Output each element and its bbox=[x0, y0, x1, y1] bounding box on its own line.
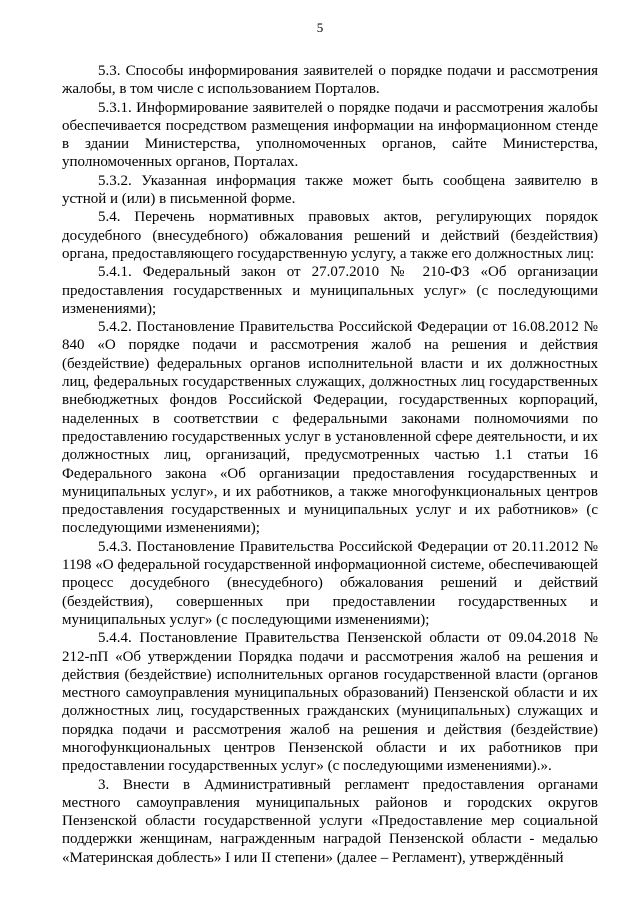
paragraph-5-4: 5.4. Перечень нормативных правовых актов, регулирующих порядок досудебного (внесудебного) обжалования решений и действий (бездействия) органа, предоставляющего государственную услугу, а также его должностных лиц: bbox=[62, 209, 598, 262]
paragraph-5-3-1: 5.3.1. Информирование заявителей о порядке подачи и рассмотрения жалобы обеспечивается посредством размещения информации на информационном стенде в здании Министерства, уполномоченных органов, сайте Министерства, уполномоченных органов, Порталах. bbox=[62, 99, 598, 171]
page-number: 5 bbox=[316, 20, 324, 35]
paragraph-5-4-4: 5.4.4. Постановление Правительства Пензенской области от 09.04.2018 № 212-пП «Об утверждении Порядка подачи и рассмотрения жалоб на решения и действия (бездействие) исполнительных органов государственной власти (органов местного самоуправления муниципальных образований) Пензенской области и их должностных лиц, государственных гражданских (муниципальных) служащих и порядка подачи и рассмотрения жалоб на решения и действия (бездействие) многофункциональных центров Пензенской области и их работников при предоставлении государственных услуг» (с последующими изменениями).». bbox=[62, 630, 598, 775]
paragraph-5-3-2: 5.3.2. Указанная информация также может быть сообщена заявителю в устной и (или) в письменной форме. bbox=[62, 172, 598, 208]
document-body bbox=[62, 62, 598, 867]
paragraph-5-3: 5.3. Способы информирования заявителей о порядке подачи и рассмотрения жалобы, в том числе с использованием Порталов. bbox=[62, 63, 598, 98]
paragraph-5-4-2: 5.4.2. Постановление Правительства Российской Федерации от 16.08.2012 № 840 «О порядке подачи и рассмотрения жалоб на решения и действия (бездействие) федеральных органов исполнительной власти и их должностных лиц, федеральных государственных служащих, должностных лиц государственных внебюджетных фондов Российской Федерации, государственных корпораций, наделенных в соответствии с федеральными законами полномочиями по предоставлению государственных услуг в установленной сфере деятельности, и их должностных лиц, организаций, предусмотренных частью 1.1 статьи 16 Федерального закона «Об организации предоставления государственных и муниципальных услуг», и их работников, а также многофункциональных центров предоставления государственных и муниципальных услуг и их работников» (с последующими изменениями); bbox=[62, 319, 598, 537]
paragraph-5-4-1: 5.4.1. Федеральный закон от 27.07.2010 № 210-ФЗ «Об организации предоставления государственных и муниципальных услуг» (с последующими изменениями); bbox=[62, 264, 598, 317]
paragraph-5-4-3: 5.4.3. Постановление Правительства Российской Федерации от 20.11.2012 № 1198 «О федеральной государственной информационной системе, обеспечивающей процесс досудебного (внесудебного) обжалования решений и действий (бездействия), совершенных при предоставлении государственных и муниципальных услуг» (с последующими изменениями); bbox=[62, 538, 598, 628]
paragraph-3: 3. Внести в Административный регламент предоставления органами местного самоуправления муниципальных районов и городских округов Пензенской области государственной услуги «Предоставление мер социальной поддержки женщинам, награжденным наградой Пензенской области - медалью «Материнская доблесть» I или II степени» (далее – Регламент), утверждённый bbox=[62, 776, 598, 866]
